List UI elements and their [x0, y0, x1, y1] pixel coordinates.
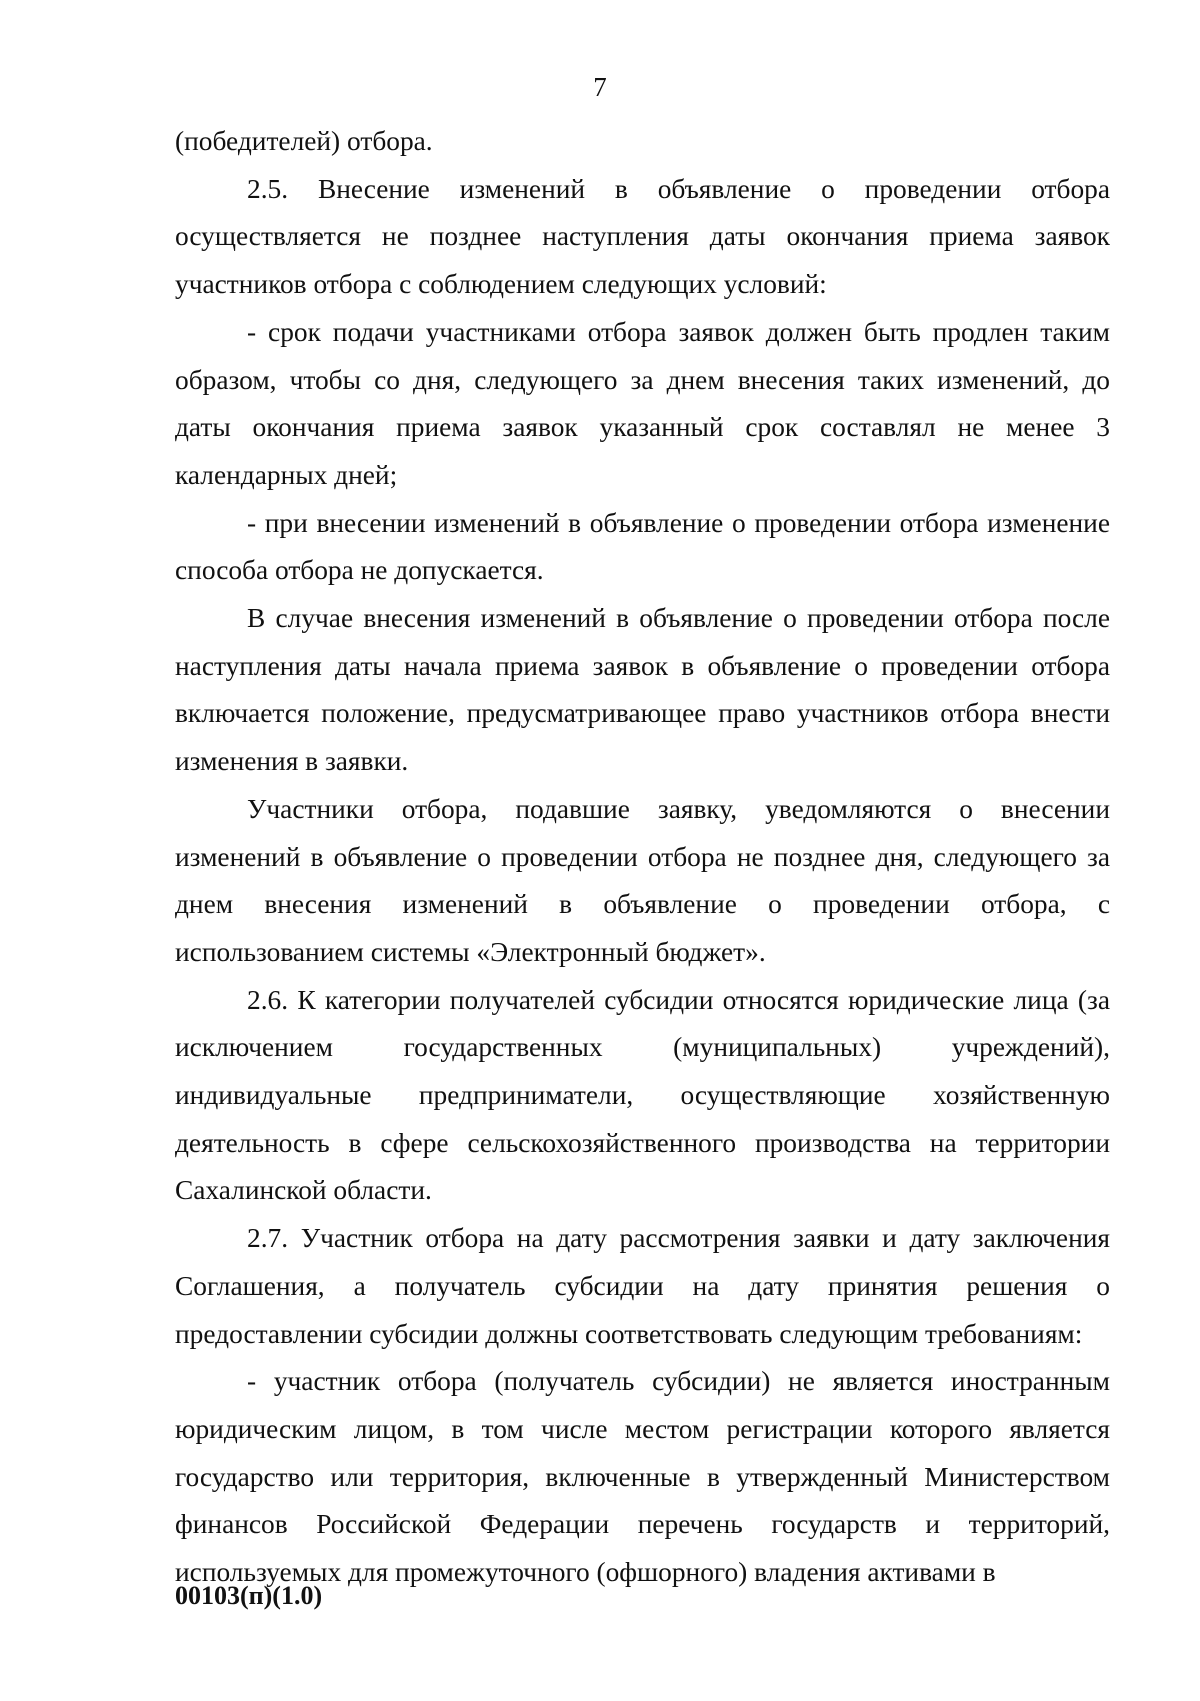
page-number: 7	[593, 72, 607, 102]
document-code: 00103(п)(1.0)	[175, 1581, 323, 1610]
paragraph: В случае внесения изменений в объявление о проведении отбора после наступления даты начала приема заявок в объявление о проведении отбора включается положение, предусматривающее право участников отбора внести изменения в заявки.	[175, 603, 1110, 777]
paragraph: Участники отбора, подавшие заявку, уведомляются о внесении изменений в объявление о проведении отбора не позднее дня, следующего за днем внесения изменений в объявление о проведении отбора, с использованием системы «Электронный бюджет».	[175, 793, 1110, 967]
document-body	[175, 118, 1110, 1597]
paragraph: 2.7. Участник отбора на дату рассмотрения заявки и дату заключения Соглашения, а получатель субсидии на дату принятия решения о предоставлении субсидии должны соответствовать следующим требованиям:	[175, 1223, 1110, 1349]
paragraph: 2.6. К категории получателей субсидии относятся юридические лица (за исключением государственных (муниципальных) учреждений), индивидуальные предприниматели, осуществляющие хозяйственную деятельность в сфере сельскохозяйственного производства на территории Сахалинской области.	[175, 984, 1110, 1206]
paragraph: - срок подачи участниками отбора заявок должен быть продлен таким образом, чтобы со дня, следующего за днем внесения таких изменений, до даты окончания приема заявок указанный срок составлял не менее 3 календарных дней;	[175, 316, 1110, 490]
paragraph: 2.5. Внесение изменений в объявление о проведении отбора осуществляется не позднее наступления даты окончания приема заявок участников отбора с соблюдением следующих условий:	[175, 173, 1110, 300]
paragraph: - участник отбора (получатель субсидии) не является иностранным юридическим лицом, в том числе местом регистрации которого является государство или территория, включенные в утвержденный Министерством финансов Российской Федерации перечень государств и территорий, используемых для промежуточного (офшорного) владения активами в	[175, 1366, 1110, 1588]
paragraph: - при внесении изменений в объявление о проведении отбора изменение способа отбора не допускается.	[175, 507, 1110, 586]
paragraph: (победителей) отбора.	[175, 126, 433, 156]
